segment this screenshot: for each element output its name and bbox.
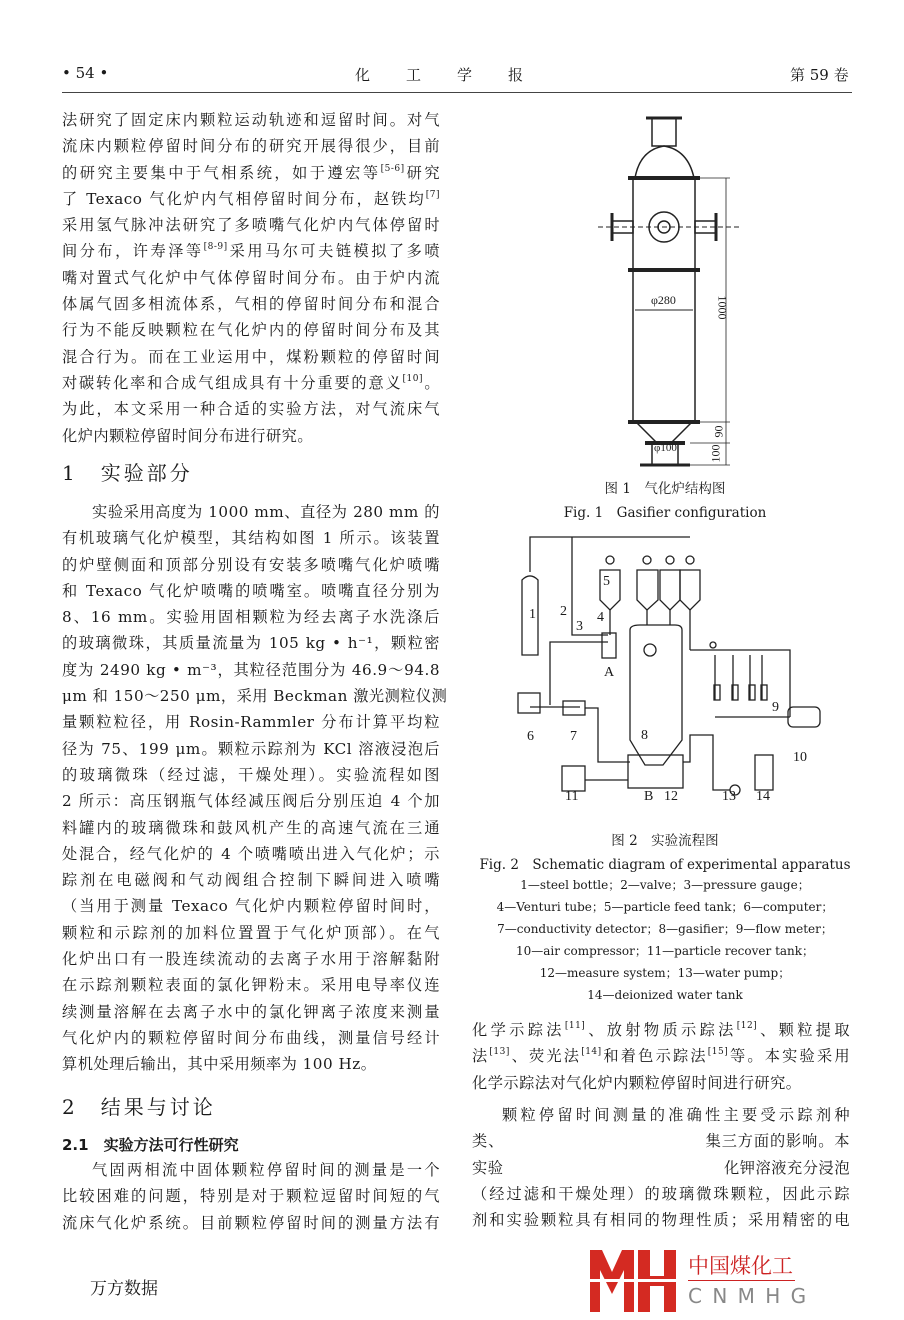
text-line: 的炉壁侧面和顶部分别设有安装多喷嘴气化炉喷嘴 bbox=[62, 555, 440, 574]
text-line: 嘴对置式气化炉中气体停留时间分布。由于炉内流 bbox=[62, 268, 440, 287]
text-line: 采用氢气脉冲法研究了多喷嘴气化炉内气体停留时 bbox=[62, 216, 440, 235]
computer bbox=[518, 693, 540, 713]
text-line: 类、 集三方面的影响。本 bbox=[472, 1132, 850, 1151]
page-number: • 54 • bbox=[62, 64, 109, 82]
text-line: （经过滤和干燥处理）的玻璃微珠颗粒，因此示踪 bbox=[472, 1184, 850, 1203]
detector bbox=[563, 701, 585, 715]
figure-2-flow-diagram bbox=[500, 530, 840, 810]
section-2-heading: 2 结果与讨论 bbox=[62, 1095, 216, 1119]
text-line: 流床内颗粒停留时间分布的研究开展得很少，目前 bbox=[62, 137, 440, 156]
section-2-1-paragraph bbox=[62, 1157, 440, 1236]
section-1-heading: 1 实验部分 bbox=[62, 461, 193, 485]
fig2-label-2: 2 bbox=[560, 604, 567, 619]
text-line: 行为不能反映颗粒在气化炉内的停留时间分布及其 bbox=[62, 321, 440, 340]
text-line: 8、16 mm。实验用固相颗粒为经去离子水洗涤后 bbox=[62, 608, 440, 627]
legend-line: 1—steel bottle；2—valve；3—pressure gauge； bbox=[520, 878, 810, 892]
text-line: 混合行为。而在工业运用中，煤粉颗粒的停留时间 bbox=[62, 347, 440, 366]
text-line: 剂和实验颗粒具有相同的物理性质；采用精密的电 bbox=[472, 1211, 850, 1230]
volume-label: 第 59 卷 bbox=[790, 66, 849, 84]
text-line: 流床气化炉系统。目前颗粒停留时间的测量方法有 bbox=[62, 1213, 440, 1232]
watermark-abbr: C N M H G bbox=[688, 1284, 809, 1308]
figure-2-caption-cn: 图 2 实验流程图 bbox=[611, 833, 719, 849]
fig2-label-A: A bbox=[604, 665, 615, 680]
legend-line: 4—Venturi tube；5—particle feed tank；6—computer； bbox=[496, 900, 834, 914]
text-line: 气固两相流中固体颗粒停留时间的测量是一个 bbox=[92, 1161, 440, 1179]
text-line: 径为 75、199 μm。颗粒示踪剂为 KCl 溶液浸泡后 bbox=[62, 739, 440, 758]
measure-system bbox=[628, 755, 683, 788]
fig2-label-13: 13 bbox=[722, 789, 736, 804]
fig2-label-4: 4 bbox=[597, 610, 604, 625]
fig2-label-3: 3 bbox=[576, 619, 583, 634]
fig2-label-12: 12 bbox=[664, 789, 678, 804]
text-line: 在示踪剂颗粒表面的氯化钾粉末。采用电导率仪连 bbox=[62, 976, 440, 995]
mh-logo-icon bbox=[590, 1250, 676, 1312]
fig2-label-10: 10 bbox=[793, 750, 807, 765]
text-line: 的玻璃微珠（经过滤，干燥处理）。实验流程如图 bbox=[62, 765, 440, 784]
text-line: 的研究主要集中于气相系统，如于遵宏等[5-6]研究 bbox=[62, 163, 441, 182]
footer-source: 万方数据 bbox=[90, 1279, 158, 1299]
legend-line: 10—air compressor；11—particle recover tank； bbox=[515, 944, 815, 958]
text-line: 化炉出口有一股连续流动的去离子水用于溶解黏附 bbox=[62, 950, 440, 969]
text-line: 颗粒停留时间测量的准确性主要受示踪剂种 bbox=[502, 1106, 850, 1124]
legend-line: 14—deionized water tank bbox=[587, 988, 743, 1002]
watermark-name: 中国煤化工 bbox=[688, 1250, 795, 1281]
citation: [12] bbox=[736, 1021, 758, 1031]
fig2-label-1: 1 bbox=[529, 607, 536, 622]
right-paragraph-2 bbox=[472, 1102, 850, 1233]
venturi-A bbox=[602, 633, 616, 658]
fig2-label-5: 5 bbox=[603, 574, 610, 589]
text-line: 度为 2490 kg • m⁻³，其粒径范围分为 46.9～94.8 bbox=[62, 660, 440, 679]
text-line: 间分布，许寿泽等[8-9]采用马尔可夫链模拟了多喷 bbox=[62, 242, 440, 261]
air-compressor bbox=[788, 707, 820, 727]
section-1-paragraph bbox=[62, 499, 448, 1078]
figure-1-gasifier-drawing bbox=[590, 110, 760, 470]
text-line: （当用于测量 Texaco 气化炉内颗粒停留时间时， bbox=[62, 897, 440, 916]
text-line: 踪剂在电磁阀和气动阀组合控制下瞬间进入喷嘴 bbox=[62, 871, 440, 890]
fig2-label-9: 9 bbox=[772, 700, 779, 715]
text-line: 颗粒和示踪剂的加料位置置于气化炉顶部）。在气 bbox=[62, 923, 440, 942]
text-line: 对碳转化率和合成气组成具有十分重要的意义[10]。 bbox=[62, 373, 441, 392]
gasifier bbox=[630, 625, 682, 765]
fig2-label-14: 14 bbox=[756, 789, 770, 804]
journal-title: 化 工 学 报 bbox=[355, 66, 526, 84]
intro-paragraph bbox=[62, 107, 440, 449]
text-line: 气化炉内的颗粒停留时间分布曲线，测量信号经计 bbox=[62, 1028, 440, 1047]
top-dome bbox=[635, 146, 694, 178]
citation: [5-6] bbox=[380, 163, 405, 174]
text-line: 化学示踪法[11]、放射物质示踪法[12]、颗粒提取 bbox=[472, 1021, 851, 1039]
fig2-label-8: 8 bbox=[641, 728, 648, 743]
fig2-label-11: 11 bbox=[565, 789, 579, 804]
figure-1-caption-en: Fig. 1 Gasifier configuration bbox=[563, 505, 767, 521]
figure-2-legend bbox=[475, 874, 855, 1006]
citation: [8-9] bbox=[203, 242, 228, 253]
legend-line: 12—measure system；13—water pump； bbox=[539, 966, 791, 980]
text-line: 处混合，经气化炉的 4 个喷嘴喷出进入气化炉；示 bbox=[62, 844, 440, 863]
figure-2-caption-en: Fig. 2 Schematic diagram of experimental apparatus bbox=[479, 857, 851, 873]
watermark-logo bbox=[590, 1250, 676, 1312]
dim-cone: 90 bbox=[711, 425, 726, 438]
citation: [15] bbox=[707, 1047, 729, 1058]
fig2-label-6: 6 bbox=[527, 729, 534, 744]
text-line: 算机处理后输出，其中采用频率为 100 Hz。 bbox=[62, 1055, 377, 1074]
text-line: 料罐内的玻璃微珠和鼓风机产生的高速气流在三通 bbox=[62, 818, 440, 837]
citation: [13] bbox=[489, 1047, 510, 1058]
text-line: 的玻璃微珠，其质量流量为 105 kg • h⁻¹，颗粒密 bbox=[62, 634, 440, 653]
fig2-label-7: 7 bbox=[570, 729, 577, 744]
legend-line: 7—conductivity detector；8—gasifier；9—flow meter； bbox=[497, 922, 833, 936]
text-line: 法研究了固定床内颗粒运动轨迹和逗留时间。对气 bbox=[62, 111, 440, 129]
text-line: 了 Texaco 气化炉内气相停留时间分布，赵铁均[7] bbox=[62, 189, 440, 208]
right-paragraph-1 bbox=[472, 1017, 850, 1096]
text-line: 为此，本文采用一种合适的实验方法，对气流床气 bbox=[62, 400, 440, 419]
citation: [10] bbox=[402, 373, 423, 384]
section-2-1-heading: 2.1 实验方法可行性研究 bbox=[62, 1136, 239, 1154]
header-rule bbox=[62, 92, 852, 93]
citation: [14] bbox=[581, 1047, 602, 1058]
citation: [7] bbox=[425, 189, 440, 200]
text-line: 有机玻璃气化炉模型，其结构如图 1 所示。该装置 bbox=[62, 529, 440, 548]
text-line: 化学示踪法对气化炉内颗粒停留时间进行研究。 bbox=[472, 1073, 802, 1092]
top-nozzle bbox=[652, 118, 676, 146]
text-line: 实验采用高度为 1000 mm、直径为 280 mm 的 bbox=[92, 503, 440, 521]
text-line: 量颗粒粒径，用 Rosin-Rammler 分布计算平均粒 bbox=[62, 713, 440, 732]
dim-outlet-diameter: φ100 bbox=[654, 442, 677, 454]
text-line: 实验 化钾溶液充分浸泡 bbox=[472, 1158, 850, 1177]
dim-diameter: φ280 bbox=[651, 293, 676, 307]
dim-outlet-height: 100 bbox=[708, 444, 723, 463]
text-line: 和 Texaco 气化炉喷嘴的喷嘴室。喷嘴直径分别为 bbox=[62, 581, 440, 600]
text-line: 续测量溶解在去离子水中的氯化钾离子浓度来测量 bbox=[62, 1002, 440, 1021]
dim-height: 1000 bbox=[715, 295, 730, 320]
citation: [11] bbox=[564, 1021, 586, 1031]
text-line: μm 和 150～250 μm，采用 Beckman 激光测粒仪测 bbox=[62, 687, 448, 706]
text-line: 化炉内颗粒停留时间分布进行研究。 bbox=[62, 426, 313, 445]
fig2-label-B: B bbox=[644, 789, 654, 804]
text-line: 比较困难的问题，特别是对于颗粒逗留时间短的气 bbox=[62, 1187, 440, 1206]
text-line: 体属气固多相流体系，气相的停留时间分布和混合 bbox=[62, 295, 440, 314]
figure-1-caption-cn: 图 1 气化炉结构图 bbox=[604, 481, 726, 497]
text-line: 2 所示：高压钢瓶气体经减压阀后分别压迫 4 个加 bbox=[62, 792, 440, 811]
text-line: 法[13]、荧光法[14]和着色示踪法[15]等。本实验采用 bbox=[472, 1047, 851, 1066]
